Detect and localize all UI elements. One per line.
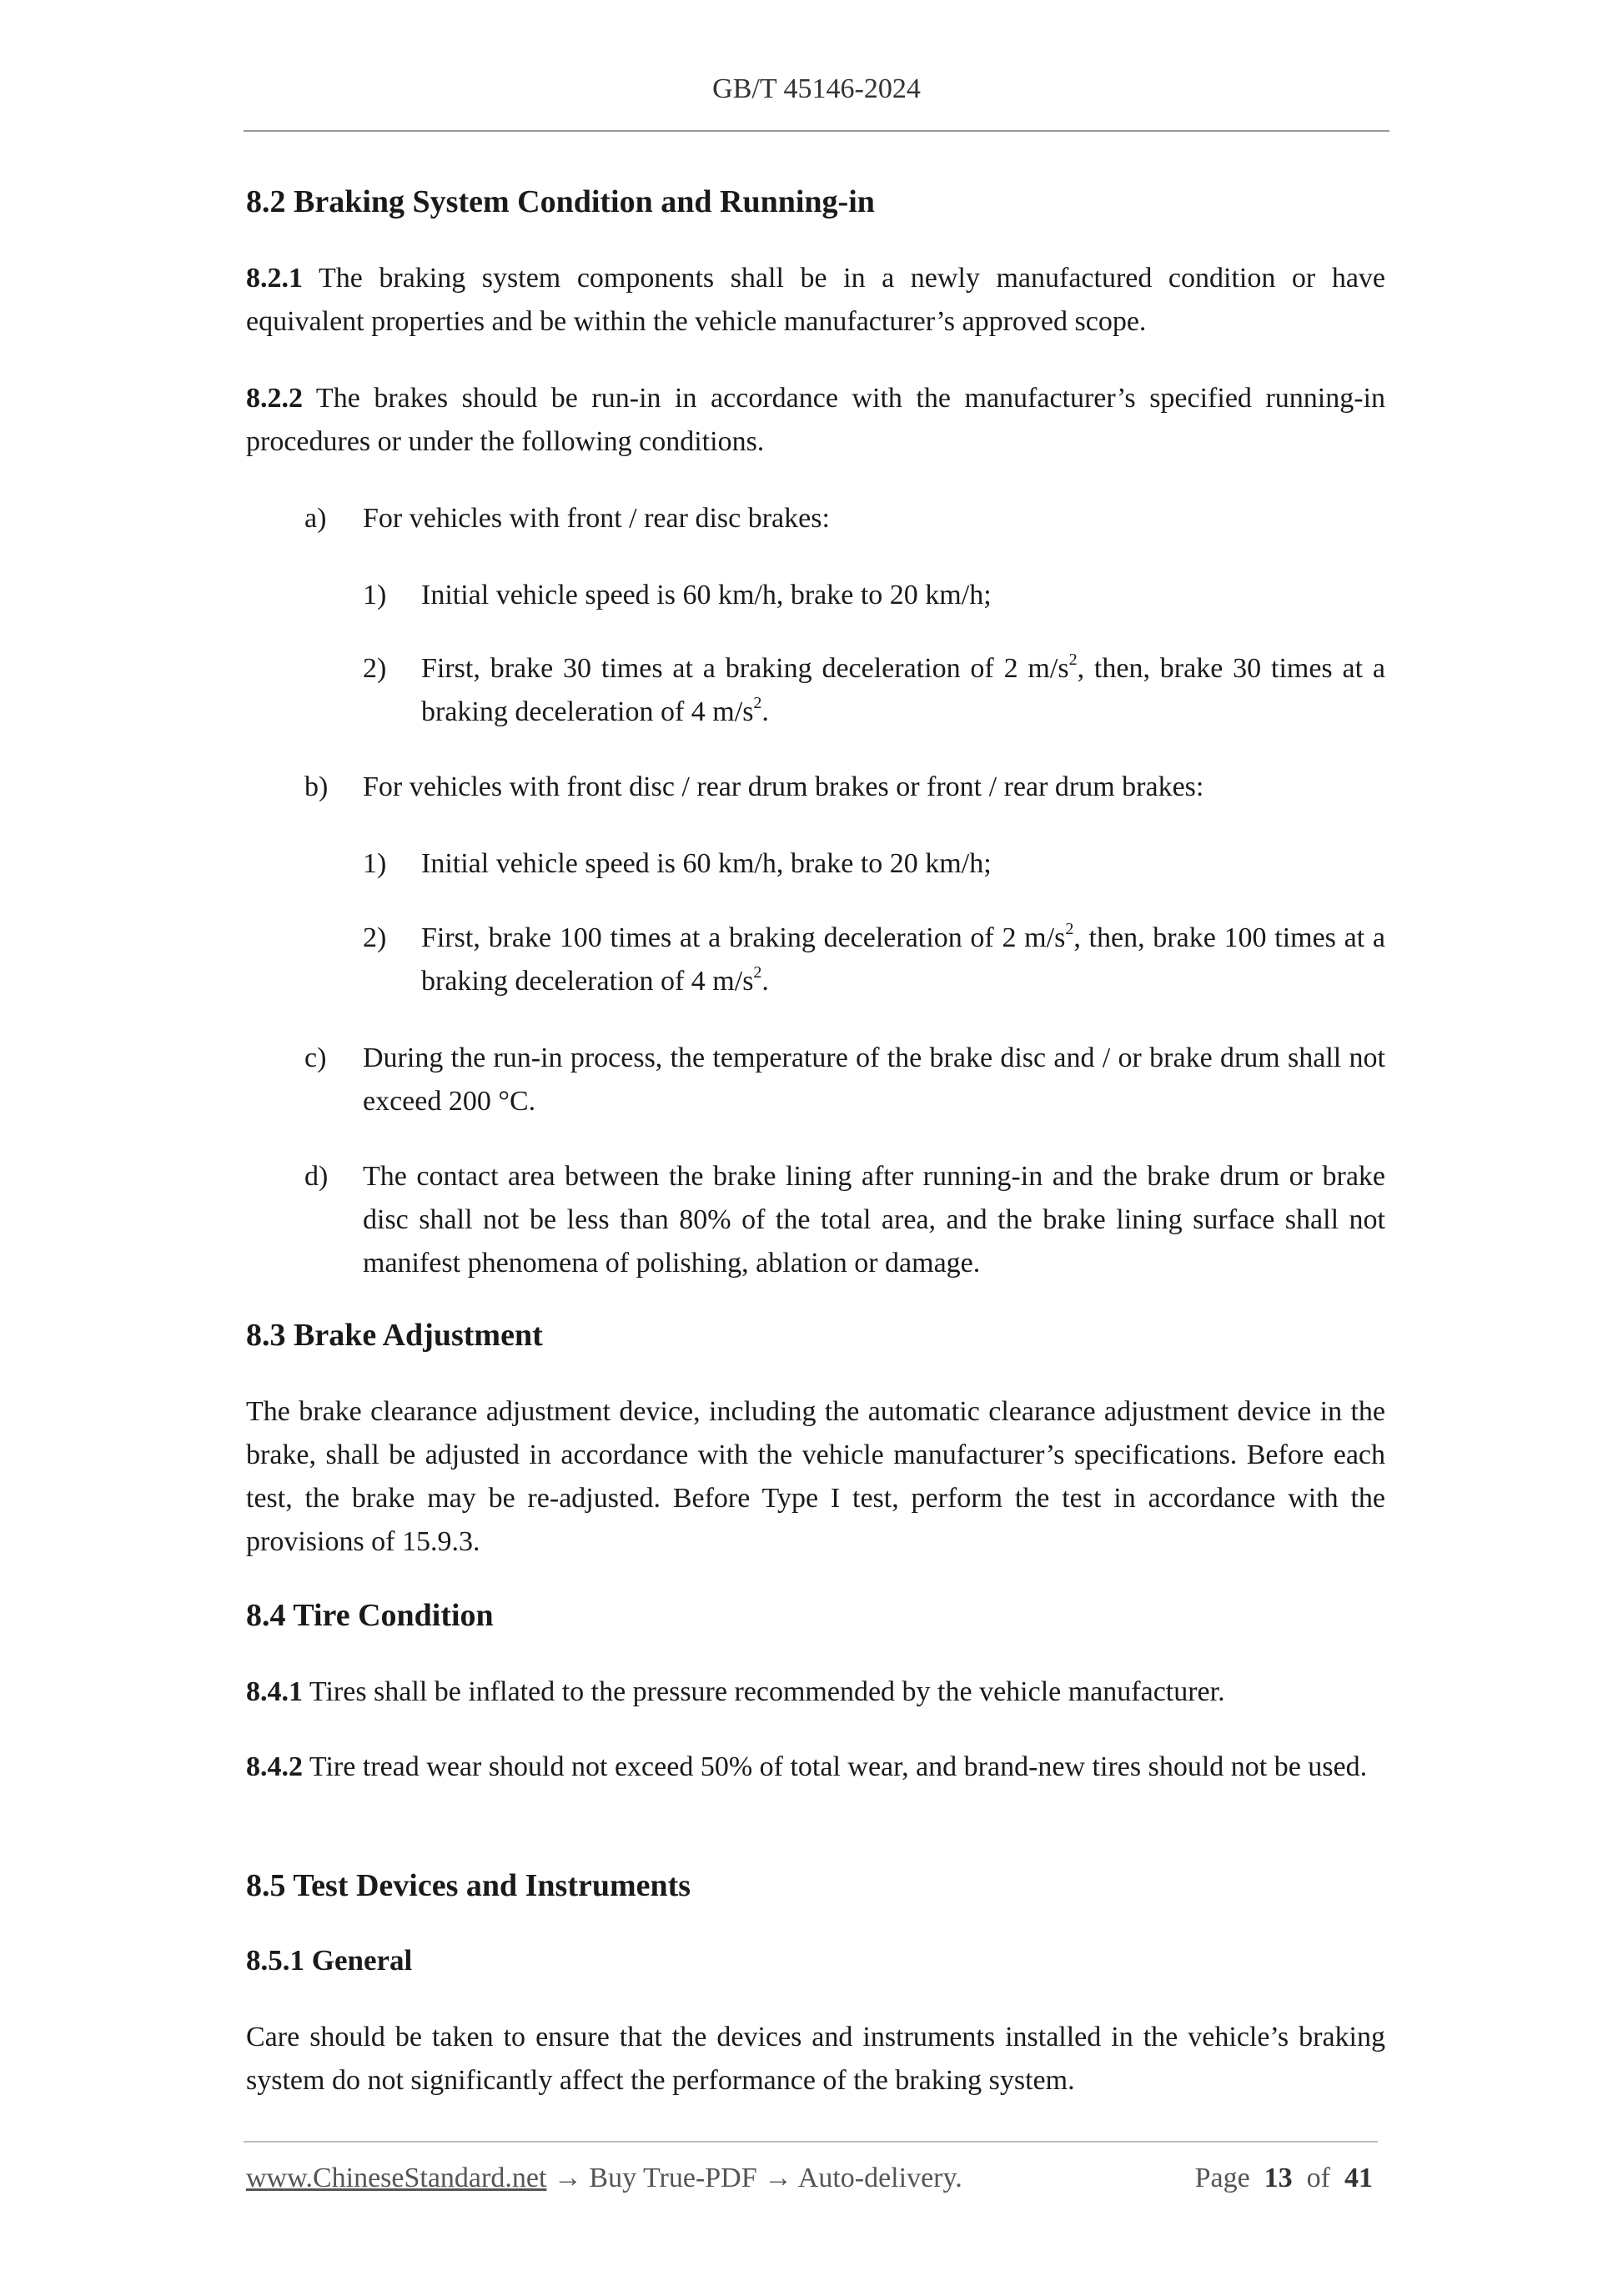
arrow-right-icon: → xyxy=(764,2163,793,2193)
section-8-4-heading: 8.4 Tire Condition xyxy=(246,1598,494,1633)
clause-8-2-2 xyxy=(246,377,1385,464)
clause-8-4-2 xyxy=(246,1746,1385,1789)
list-item-text: . xyxy=(761,966,769,997)
list-marker: 2) xyxy=(363,653,387,684)
page-label: Page xyxy=(1194,2163,1250,2193)
header-divider xyxy=(244,130,1389,132)
list-item-d xyxy=(304,1155,1385,1285)
total-page-count: 41 xyxy=(1344,2163,1373,2193)
list-item-text: For vehicles with front disc / rear drum brakes or front / rear drum brakes: xyxy=(363,771,1204,802)
superscript: 2 xyxy=(1065,919,1074,938)
clause-text: The brakes should be run-in in accordance with the manufacturer’s specified running-in procedures or under the following conditions. xyxy=(246,383,1385,457)
section-8-5-1-heading: 8.5.1 General xyxy=(246,1944,413,1977)
section-8-5-1-text: Care should be taken to ensure that the devices and instruments installed in the vehicle’s braking system do not significantly affect the performance of the braking system. xyxy=(246,2022,1385,2096)
auto-delivery-text: Auto-delivery. xyxy=(797,2163,962,2193)
section-8-2-heading: 8.2 Braking System Condition and Running-in xyxy=(246,184,875,219)
clause-number: 8.2.1 xyxy=(246,263,303,294)
current-page-number: 13 xyxy=(1264,2163,1293,2193)
list-marker: 1) xyxy=(363,848,387,879)
list-marker: c) xyxy=(304,1042,327,1073)
list-item-text: First, brake 30 times at a braking deceleration of 2 m/s xyxy=(421,653,1069,684)
clause-number: 8.2.2 xyxy=(246,383,303,414)
section-8-3-heading: 8.3 Brake Adjustment xyxy=(246,1318,543,1353)
list-item-b-1 xyxy=(363,842,1385,886)
footer-promo xyxy=(246,2163,962,2194)
website-link[interactable]: www.ChineseStandard.net xyxy=(246,2163,547,2193)
list-marker: b) xyxy=(304,771,329,802)
page-indicator xyxy=(1195,2163,1373,2194)
list-item-text: First, brake 100 times at a braking deceleration of 2 m/s xyxy=(421,922,1066,953)
of-label: of xyxy=(1306,2163,1330,2193)
list-marker: d) xyxy=(304,1161,329,1192)
document-code-header: GB/T 45146-2024 xyxy=(712,73,921,104)
footer-divider xyxy=(244,2141,1378,2143)
list-item-text: For vehicles with front / rear disc brakes: xyxy=(363,503,830,534)
list-marker: 2) xyxy=(363,922,387,953)
list-item-text: Initial vehicle speed is 60 km/h, brake to 20 km/h; xyxy=(421,848,992,879)
clause-number: 8.4.1 xyxy=(246,1676,303,1707)
superscript: 2 xyxy=(1068,650,1078,669)
clause-8-2-1 xyxy=(246,257,1385,344)
clause-8-4-1 xyxy=(246,1671,1385,1714)
list-item-text: Initial vehicle speed is 60 km/h, brake to 20 km/h; xyxy=(421,580,992,610)
list-item-b-2 xyxy=(363,917,1385,1003)
list-item-a-1 xyxy=(363,574,1385,617)
list-item-text: , then, brake 30 times at a braking deceleration of 4 m/s xyxy=(421,653,1385,727)
list-item-a-2 xyxy=(363,647,1385,734)
list-item-text: , then, brake 100 times at a braking deceleration of 4 m/s xyxy=(421,922,1385,997)
arrow-right-icon: → xyxy=(553,2163,582,2193)
superscript: 2 xyxy=(753,962,762,982)
list-item-a xyxy=(304,497,1385,540)
list-item-b xyxy=(304,766,1385,809)
clause-text: Tire tread wear should not exceed 50% of total wear, and brand-new tires should not be used. xyxy=(303,1751,1368,1782)
buy-true-pdf-text: Buy True-PDF xyxy=(589,2163,757,2193)
list-item-text: During the run-in process, the temperature of the brake disc and / or brake drum shall not exceed 200 °C. xyxy=(363,1042,1385,1117)
section-8-3-text: The brake clearance adjustment device, including the automatic clearance adjustment device in the brake, shall be adjusted in accordance with the vehicle manufacturer’s specifications. Before each test, the brake may be re-adjusted. Before Type I test, perform the test in accordance with the provisions of 15.9.3. xyxy=(246,1396,1385,1557)
section-8-5-heading: 8.5 Test Devices and Instruments xyxy=(246,1868,691,1903)
list-marker: a) xyxy=(304,503,327,534)
clause-text: The braking system components shall be in a newly manufactured condition or have equivalent properties and be within the vehicle manufacturer’s approved scope. xyxy=(246,263,1385,337)
superscript: 2 xyxy=(753,693,762,712)
clause-text: Tires shall be inflated to the pressure recommended by the vehicle manufacturer. xyxy=(303,1676,1225,1707)
list-item-c xyxy=(304,1037,1385,1123)
list-item-text: The contact area between the brake lining after running-in and the brake drum or brake disc shall not be less than 80% of the total area, and the brake lining surface shall not manifest phenomena of polishing, ablation or damage. xyxy=(363,1161,1385,1279)
clause-number: 8.4.2 xyxy=(246,1751,303,1782)
list-marker: 1) xyxy=(363,580,387,610)
list-item-text: . xyxy=(761,696,769,727)
